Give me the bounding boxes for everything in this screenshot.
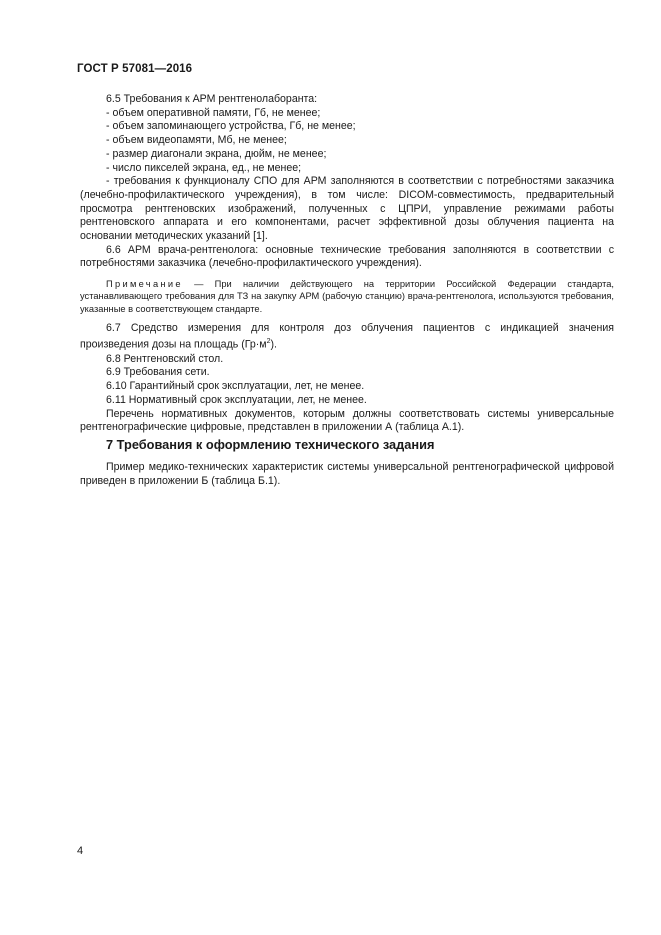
list-item: - число пикселей экрана, ед., не менее; bbox=[106, 161, 302, 174]
section-7-text: Пример медико-технических характеристик системы универсальной рентгенографической цифровой приведен в приложении Б (таблица Б.1). bbox=[80, 461, 614, 487]
section-6-10: 6.10 Гарантийный срок эксплуатации, лет, не менее. bbox=[106, 380, 365, 393]
section-7 bbox=[80, 437, 614, 488]
section-6-7-end: ). bbox=[270, 338, 277, 351]
list-item: - размер диагонали экрана, дюйм, не менее; bbox=[106, 147, 327, 160]
list-item: - объем запоминающего устройства, Гб, не менее; bbox=[106, 120, 356, 133]
spo-requirements: - требования к функционалу СПО для АРМ заполняются в соответствии с потребностями заказчика (лечебно-профилактического учреждения), в том числе: DICOM-совместимость, предварительный просмотра рентгеновских изображений, полученных с ЦПРИ, управление режимами работы рентгеновского аппарата и его компонентами, расчет эффективной дозы облучения пациента на основании методических указаний [1]. bbox=[80, 175, 614, 243]
section-6-7-text: 6.7 Средство измерения для контроля доз облучения пациентов с индикацией значения произведения дозы на площадь (Гр·м bbox=[80, 321, 614, 351]
document-header: ГОСТ Р 57081—2016 bbox=[77, 63, 193, 75]
list-item: - объем оперативной памяти, Гб, не менее; bbox=[106, 106, 321, 119]
page-body bbox=[80, 93, 614, 435]
section-6-7-sup: 2 bbox=[266, 338, 271, 346]
section-6-8: 6.8 Рентгеновский стол. bbox=[106, 352, 224, 365]
section-6-6: 6.6 АРМ врача-рентгенолога: основные технические требования заполняются в соответствии с потребностями заказчика (лечебно-профилактического учреждения). bbox=[80, 243, 614, 270]
normative-docs-paragraph: Перечень нормативных документов, которым должны соответствовать системы универсальные рентгенографические цифровые, представлен в приложении А (таблица А.1). bbox=[80, 407, 614, 434]
section-6-7 bbox=[80, 322, 614, 353]
note bbox=[80, 278, 614, 315]
section-6-9: 6.9 Требования сети. bbox=[106, 366, 210, 379]
list-item: - объем видеопамяти, Мб, не менее; bbox=[106, 134, 287, 147]
note-text: — При наличии действующего на территории Российской Федерации стандарта, устанавливающего требования для ТЗ на закупку АРМ (рабочую станцию) врача-рентгенолога, используются требования, указанные в соответствующем стандарте. bbox=[80, 279, 614, 314]
page-number: 4 bbox=[77, 845, 84, 857]
note-label: Примечание bbox=[106, 279, 183, 290]
section-6-11: 6.11 Нормативный срок эксплуатации, лет, не менее. bbox=[106, 393, 367, 406]
section-6-5-title: 6.5 Требования к АРМ рентгенолаборанта: bbox=[106, 93, 318, 105]
section-7-heading: 7 Требования к оформлению технического задания bbox=[106, 437, 435, 452]
